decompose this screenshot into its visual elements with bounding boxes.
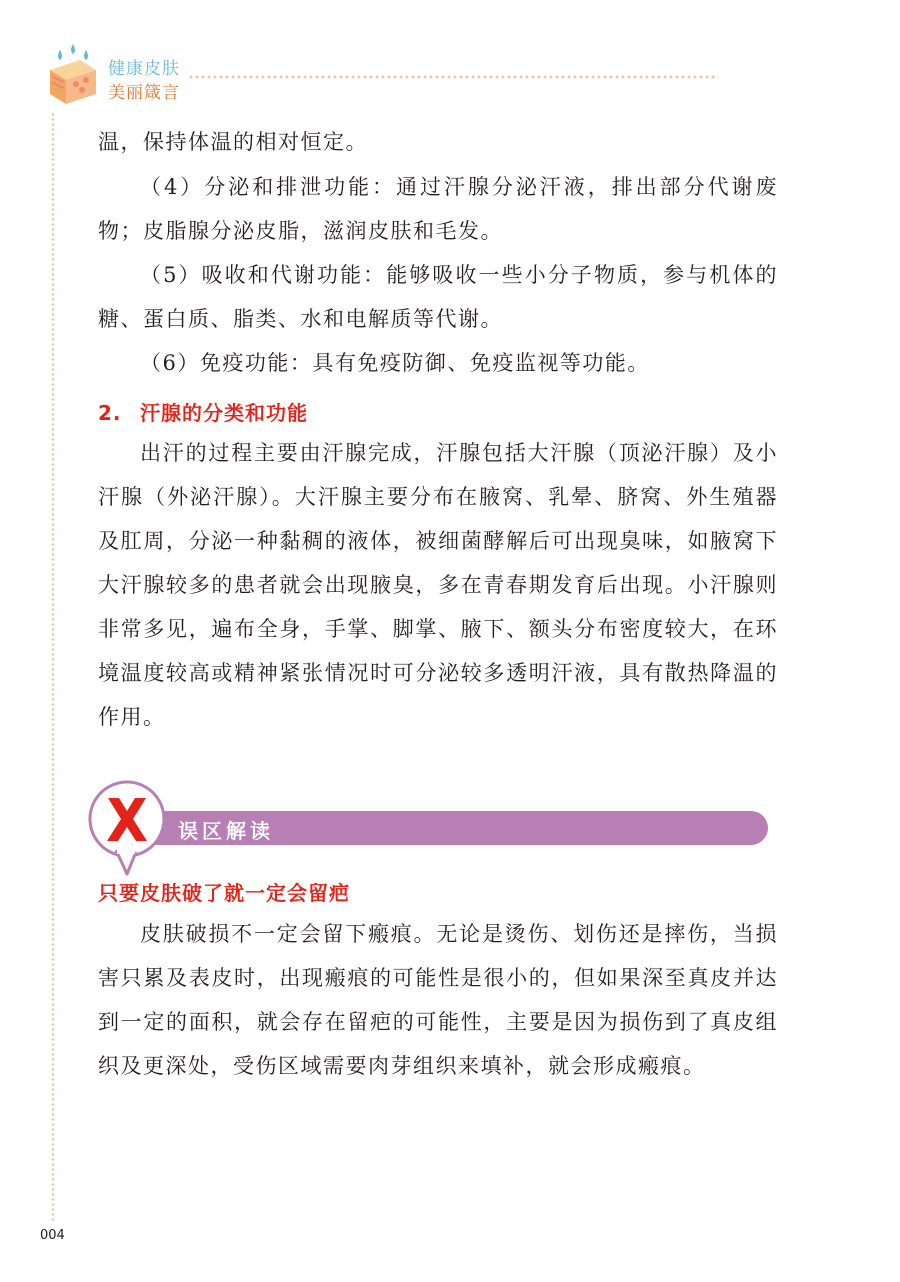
section-title: 汗腺的分类和功能	[140, 401, 308, 425]
series-subtitle: 美丽箴言	[108, 83, 180, 103]
page-number: 004	[40, 1228, 65, 1243]
paragraph-thermoregulation-end: 温，保持体温的相对恒定。	[98, 130, 368, 154]
series-title: 健康皮肤	[108, 59, 180, 79]
banner-title: 误区解读	[178, 819, 274, 843]
misconception-headline: 只要皮肤破了就一定会留疤	[98, 881, 350, 905]
paragraph-immunity: （6）免疫功能：具有免疫防御、免疫监视等功能。	[140, 351, 650, 375]
page-header	[40, 40, 740, 110]
margin-dotted-rule	[51, 112, 55, 1222]
section-heading	[98, 397, 308, 426]
header-dotted-line	[188, 74, 718, 80]
misconception-banner	[86, 778, 776, 878]
paragraph-sweat-glands: 出汗的过程主要由汗腺完成，汗腺包括大汗腺（顶泌汗腺）及小汗腺（外泌汗腺）。大汗腺主要分布在腋窝、乳晕、脐窝、外生殖器及肛周，分泌一种黏稠的液体，被细菌酵解后可出现臭味，如腋窝下大汗腺较多的患者就会出现腋臭，多在青春期发育后出现。小汗腺则非常多见，遍布全身，手掌、脚掌、腋下、额头分布密度较大，在环境温度较高或精神紧张情况时可分泌较多透明汗液，具有散热降温的作用。	[98, 441, 778, 729]
paragraph-secretion: （4）分泌和排泄功能：通过汗腺分泌汗液，排出部分代谢废物；皮脂腺分泌皮脂，滋润皮肤和毛发。	[98, 175, 778, 243]
section-number: 2.	[98, 401, 122, 425]
paragraph-scar-explanation: 皮肤破损不一定会留下瘢痕。无论是烫伤、划伤还是摔伤，当损害只累及表皮时，出现瘢痕的可能性是很小的，但如果深至真皮并达到一定的面积，就会存在留疤的可能性，主要是因为损伤到了真皮组织及更深处，受伤区域需要肉芽组织来填补，就会形成瘢痕。	[98, 922, 778, 1078]
paragraph-absorption: （5）吸收和代谢功能：能够吸收一些小分子物质，参与机体的糖、蛋白质、脂类、水和电解质等代谢。	[98, 263, 778, 331]
skin-layers-icon	[40, 40, 98, 106]
x-mark-icon	[86, 778, 168, 876]
